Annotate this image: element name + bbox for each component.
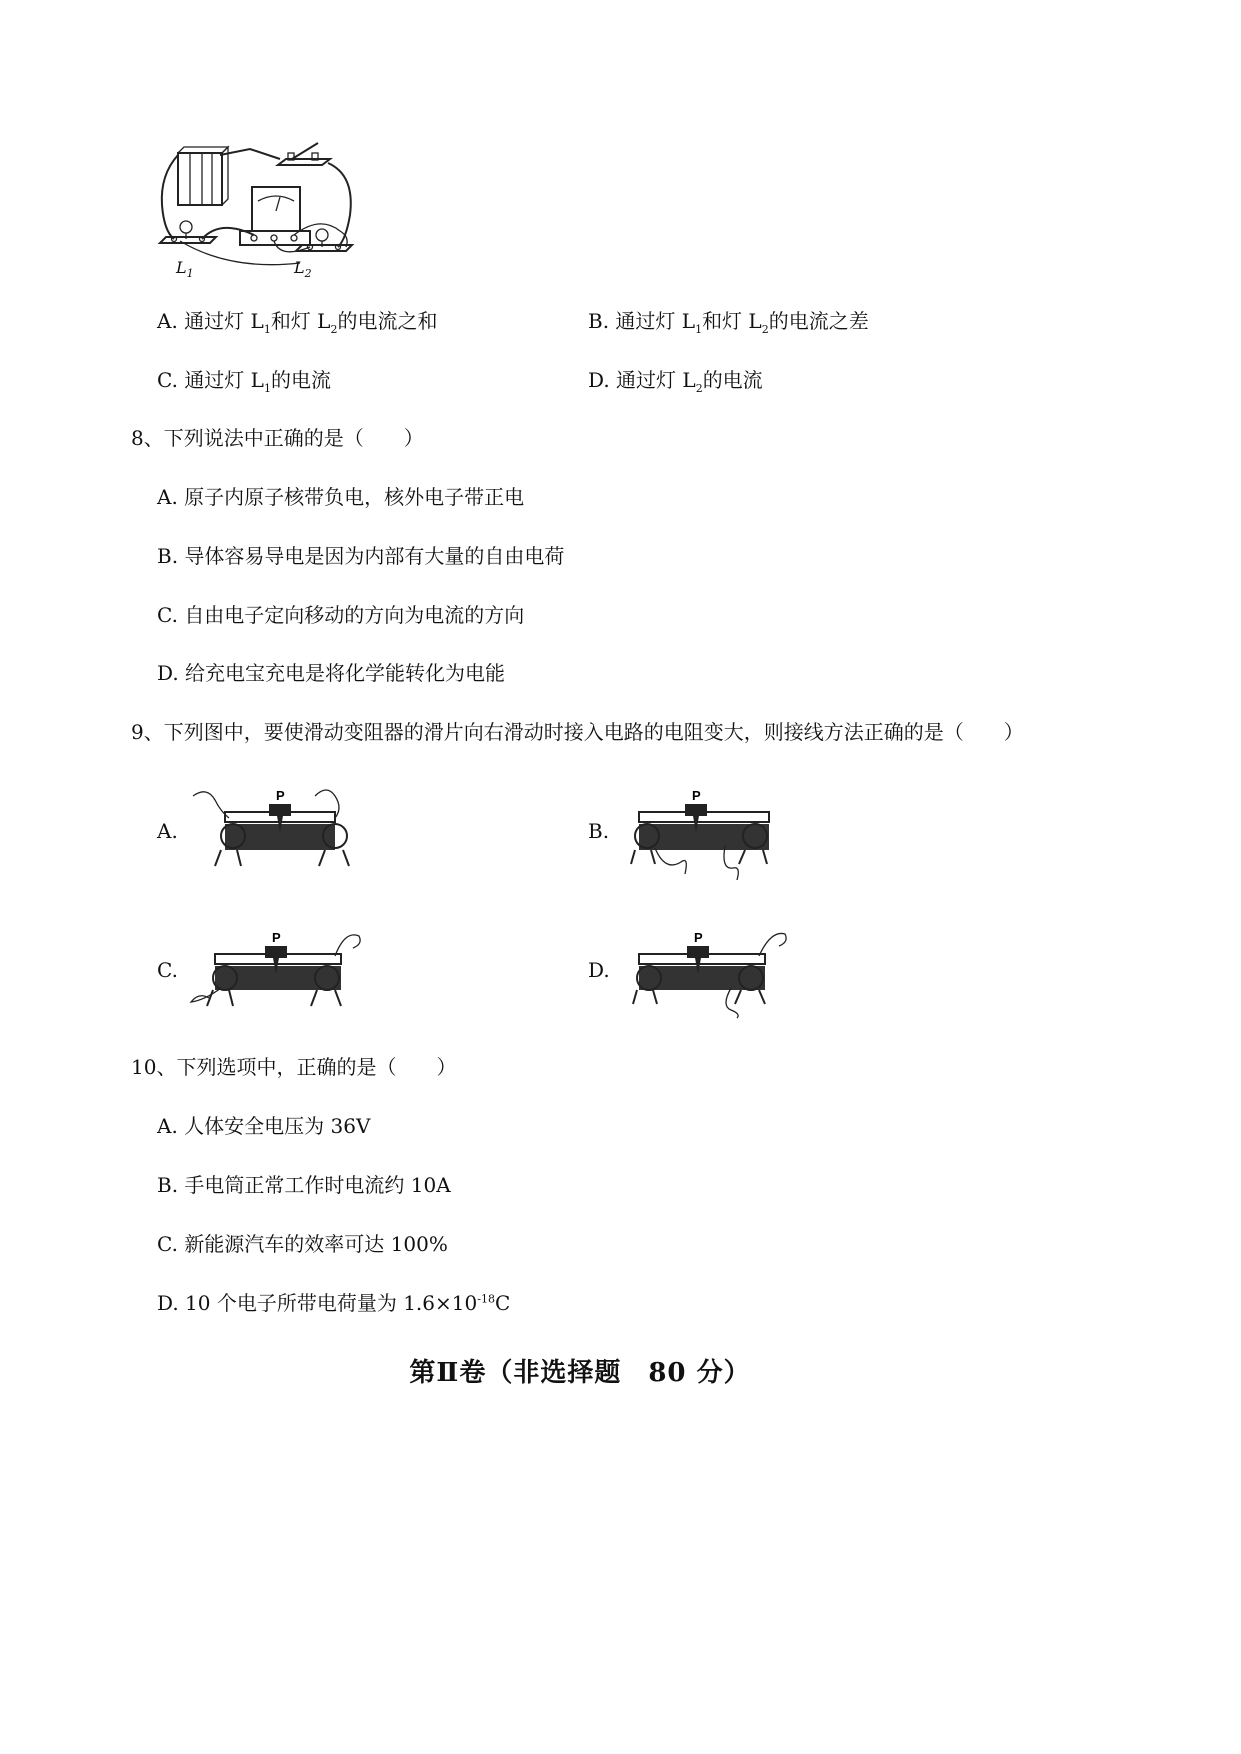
rheostat-d-figure xyxy=(625,922,805,1022)
q10-option-d[interactable]: D. 10 个电子所带电荷量为 $1.6\times 10^{-18}C$ xyxy=(157,1291,511,1315)
slider-label: P xyxy=(692,788,701,803)
slider-label: P xyxy=(694,930,703,945)
slider-label: P xyxy=(276,788,285,803)
q8-option-c[interactable]: C. 自由电子定向移动的方向为电流的方向 xyxy=(157,603,525,627)
q9-option-d[interactable]: D. xyxy=(588,958,610,982)
q7-option-c[interactable]: C. 通过灯 $L_1$的电流 xyxy=(157,368,331,395)
q9-option-a[interactable]: A. xyxy=(157,819,178,843)
ammeter-icon xyxy=(240,187,310,245)
q7-option-b[interactable]: B. 通过灯 $L_1$和灯 $L_2$的电流之差 xyxy=(588,309,869,336)
rheostat-b-figure xyxy=(625,782,805,882)
q8-option-d[interactable]: D. 给充电宝充电是将化学能转化为电能 xyxy=(157,661,506,685)
label-l2: $L_2$ xyxy=(294,258,312,281)
q7-option-d[interactable]: D. 通过灯 $L_2$的电流 xyxy=(588,368,763,395)
q10-stem: 10、下列选项中，正确的是（ ） xyxy=(131,1055,457,1079)
q9-stem: 9、下列图中，要使滑动变阻器的滑片向右滑动时接入电路的电阻变大，则接线方法正确的是（ ） xyxy=(131,720,1024,744)
q10-option-b[interactable]: B. 手电筒正常工作时电流约 10A xyxy=(157,1173,451,1197)
q8-stem: 8、下列说法中正确的是（ ） xyxy=(131,426,424,450)
q8-option-b[interactable]: B. 导体容易导电是因为内部有大量的自由电荷 xyxy=(157,544,565,568)
q10-option-c[interactable]: C. 新能源汽车的效率可达 100% xyxy=(157,1232,448,1256)
rheostat-a-figure xyxy=(185,782,365,872)
q8-option-a[interactable]: A. 原子内原子核带负电，核外电子带正电 xyxy=(157,485,525,509)
q9-option-c[interactable]: C. xyxy=(157,958,178,982)
q9-option-b[interactable]: B. xyxy=(588,819,610,843)
slider-label: P xyxy=(272,930,281,945)
switch-icon xyxy=(278,143,330,165)
section-title: 第Ⅱ卷（非选择题 80 分） xyxy=(409,1358,751,1388)
q10-option-a[interactable]: A. 人体安全电压为 36V xyxy=(157,1114,371,1138)
q7-option-a[interactable]: A. 通过灯 $L_1$和灯 $L_2$的电流之和 xyxy=(157,309,438,336)
rheostat-c-figure xyxy=(185,922,370,1012)
label-l1: $L_1$ xyxy=(176,258,194,281)
